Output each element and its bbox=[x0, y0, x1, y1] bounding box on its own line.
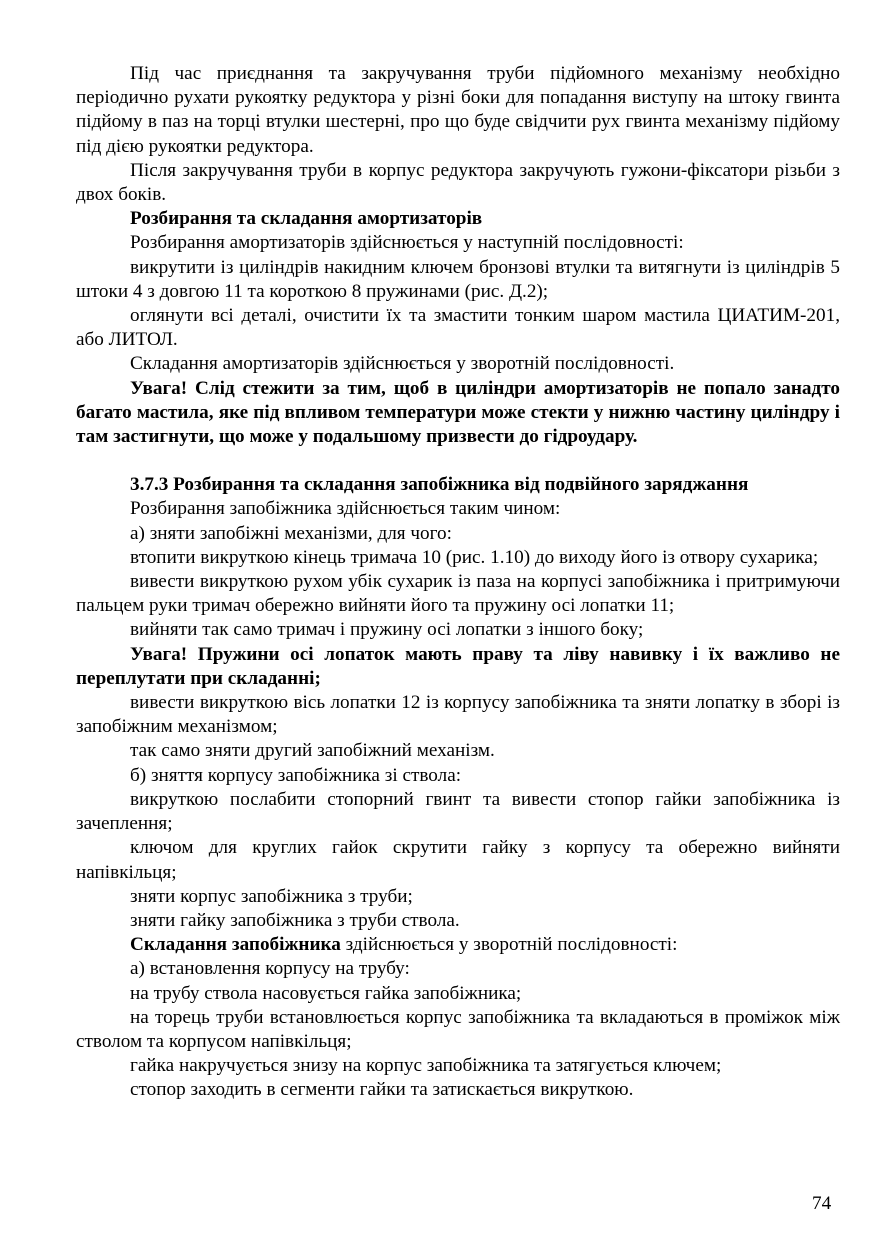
paragraph: Розбирання амортизаторів здійснюється у наступній послідовності: bbox=[130, 232, 684, 254]
paragraph: Під час приєднання та закручування труби підйомного механізму необхідно періодично рухати рукоятку редуктора у різні боки для попадання виступу на штоку гвинта підйому в паз на торці втулки шестерні, про що буде свідчити рух гвинта механізму підйому під дією рукоятки редуктора. bbox=[76, 63, 840, 157]
list-item: гайка накручується знизу на корпус запобіжника та затягується ключем; bbox=[130, 1055, 722, 1077]
list-item: б) зняття корпусу запобіжника зі ствола: bbox=[130, 764, 462, 786]
list-item: вивести викруткою рухом убік сухарик із паза на корпусі запобіжника і притримуючи пальцем руки тримач обережно вийняти його та пружину осі лопатки 11; bbox=[76, 571, 840, 617]
warning-note: Увага! Слід стежити за тим, щоб в циліндри амортизаторів не попало занадто багато мастила, яке під впливом температури може стекти у нижню частину циліндру і там застигнути, що може у подальшому призвести до гідроудару. bbox=[76, 377, 840, 448]
section-heading: 3.7.3 Розбирання та складання запобіжника від подвійного заряджання bbox=[130, 474, 749, 496]
list-item: а) зняти запобіжні механізми, для чого: bbox=[130, 522, 452, 544]
paragraph bbox=[76, 933, 840, 957]
list-item: викруткою послабити стопорний гвинт та вивести стопор гайки запобіжника із зачеплення; bbox=[76, 788, 840, 835]
inline-bold-term: Складання запобіжника bbox=[130, 934, 341, 956]
warning-note: Увага! Пружини осі лопаток мають праву та ліву навивку і їх важливо не переплутати при складанні; bbox=[76, 643, 840, 689]
list-item: вийняти так само тримач і пружину осі лопатки з іншого боку; bbox=[130, 619, 644, 641]
paragraph: Після закручування труби в корпус редуктора закручують гужони-фіксатори різьби з двох боків. bbox=[76, 159, 840, 206]
list-item: так само зняти другий запобіжний механізм. bbox=[130, 740, 495, 762]
paragraph: Складання амортизаторів здійснюється у зворотній послідовності. bbox=[130, 353, 675, 375]
list-item: а) встановлення корпусу на трубу: bbox=[130, 958, 410, 980]
list-item: втопити викруткою кінець тримача 10 (рис. 1.10) до виходу його із отвору сухарика; bbox=[130, 546, 819, 568]
list-item: вивести викруткою вісь лопатки 12 із корпусу запобіжника та зняти лопатку в зборі із запобіжним механізмом; bbox=[76, 692, 840, 738]
list-item: на трубу ствола насовується гайка запобіжника; bbox=[130, 982, 522, 1004]
page-number: 74 bbox=[812, 1193, 832, 1214]
list-item: зняти корпус запобіжника з труби; bbox=[130, 885, 413, 907]
list-item: викрутити із циліндрів накидним ключем бронзові втулки та витягнути із циліндрів 5 штоки 4 з довгою 11 та короткою 8 пружинами (рис. Д.2); bbox=[76, 256, 840, 302]
paragraph-text: здійснюється у зворотній послідовності: bbox=[340, 934, 678, 956]
list-item: стопор заходить в сегменти гайки та затискається викруткою. bbox=[130, 1079, 634, 1101]
list-item: зняти гайку запобіжника з труби ствола. bbox=[130, 909, 460, 931]
section-heading: Розбирання та складання амортизаторів bbox=[130, 208, 483, 230]
list-item: на торець труби встановлюється корпус запобіжника та вкладаються в проміжок між стволом та корпусом напівкільця; bbox=[76, 1006, 840, 1052]
list-item: ключом для круглих гайок скрутити гайку з корпусу та обережно вийняти напівкільця; bbox=[76, 837, 840, 883]
list-item: оглянути всі деталі, очистити їх та змастити тонким шаром мастила ЦИАТИМ-201, або ЛИТОЛ. bbox=[76, 305, 840, 351]
document-page bbox=[76, 62, 840, 1103]
paragraph: Розбирання запобіжника здійснюється таким чином: bbox=[130, 498, 561, 520]
